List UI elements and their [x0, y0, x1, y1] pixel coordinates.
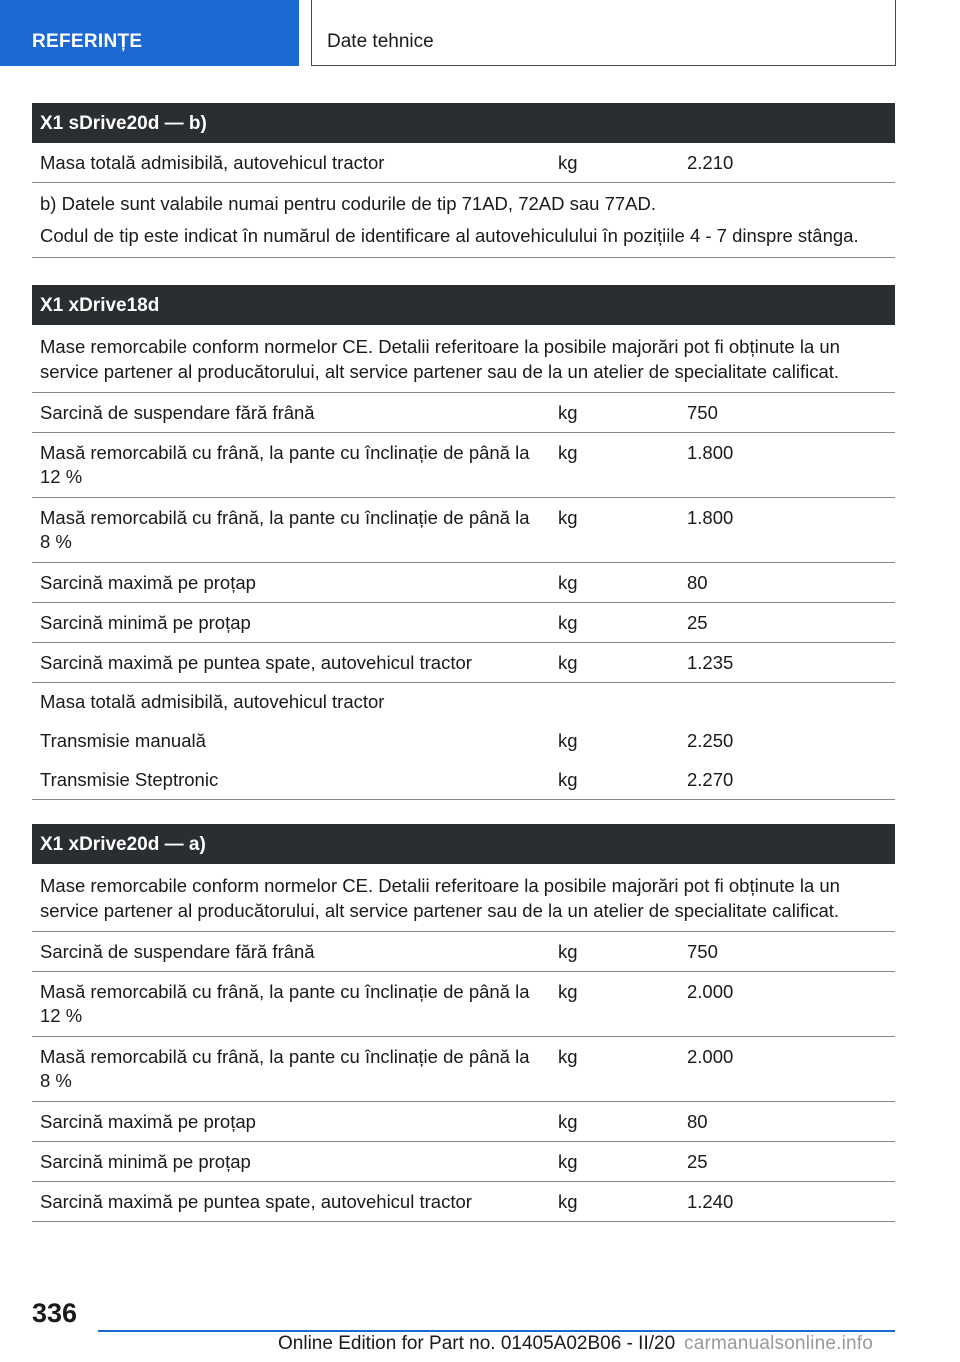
table-row [32, 1102, 895, 1142]
table-row [32, 932, 895, 972]
row-value: 2.270 [687, 769, 734, 790]
row-value: 1.235 [687, 652, 734, 673]
row-unit: kg [558, 402, 578, 423]
row-label: Sarcină de suspendare fără frână [40, 941, 315, 962]
row-label: Sarcină maximă pe proțap [40, 572, 256, 593]
table-row [32, 683, 895, 722]
table-row [32, 761, 895, 800]
row-value: 750 [687, 402, 718, 423]
table-row [32, 563, 895, 603]
table-row [32, 603, 895, 643]
row-label: Sarcină de suspendare fără frână [40, 402, 315, 423]
watermark: carmanualsonline.info [684, 1333, 874, 1354]
page-number: 336 [32, 1298, 78, 1328]
row-label: Sarcină minimă pe proțap [40, 612, 251, 633]
row-label: Transmisie manuală [40, 730, 206, 751]
row-unit: kg [558, 1151, 578, 1172]
spec-table-xdrive20d [32, 824, 895, 1222]
row-label: Sarcină maximă pe puntea spate, autovehicul tractor [40, 1191, 472, 1212]
table-row [32, 643, 895, 683]
row-value: 25 [687, 1151, 708, 1172]
footnote [32, 183, 895, 258]
row-unit: kg [558, 1111, 578, 1132]
table-intro: Mase remorcabile conform normelor CE. Detalii referitoare la posibile majorări pot fi obținute la un service partener al producătorului, alt service partener sau de la un atelier de specialitate calificat. [32, 864, 895, 932]
row-unit: kg [558, 572, 578, 593]
table-row [32, 143, 895, 183]
table-intro: Mase remorcabile conform normelor CE. Detalii referitoare la posibile majorări pot fi obținute la un service partener al producătorului, alt service partener sau de la un atelier de specialitate calificat. [32, 325, 895, 393]
table-heading: X1 sDrive20d — b) [32, 103, 895, 143]
footnote-line: b) Datele sunt valabile numai pentru codurile de tip 71AD, 72AD sau 77AD. [40, 193, 656, 214]
row-label: Sarcină maximă pe proțap [40, 1111, 256, 1132]
row-label: Sarcină minimă pe proțap [40, 1151, 251, 1172]
row-unit: kg [558, 1046, 578, 1067]
table-row [32, 1037, 895, 1102]
spec-table-xdrive18d [32, 285, 895, 800]
footnote-line: Codul de tip este indicat în numărul de identificare al autovehiculului în pozițiile 4 - 7 dinspre stânga. [40, 225, 859, 246]
table-row [32, 722, 895, 761]
table-row [32, 393, 895, 433]
footer-divider [98, 1330, 895, 1332]
row-label: Masa totală admisibilă, autovehicul tractor [40, 691, 385, 712]
row-unit: kg [558, 652, 578, 673]
section-tab: REFERINȚE [0, 0, 299, 66]
row-unit: kg [558, 612, 578, 633]
row-value: 750 [687, 941, 718, 962]
edition-info: Online Edition for Part no. 01405A02B06 - II/20 [278, 1333, 676, 1354]
row-label: Masă remorcabilă cu frână, la pante cu înclinație de până la 8 % [40, 1046, 530, 1091]
row-value: 2.250 [687, 730, 734, 751]
row-unit: kg [558, 981, 578, 1002]
row-unit: kg [558, 442, 578, 463]
row-value: 80 [687, 1111, 708, 1132]
table-row [32, 1142, 895, 1182]
row-label: Masa totală admisibilă, autovehicul tractor [40, 152, 385, 173]
row-label: Masă remorcabilă cu frână, la pante cu înclinație de până la 12 % [40, 442, 530, 487]
spec-table-sdrive20d [32, 103, 895, 258]
row-unit: kg [558, 507, 578, 528]
row-label: Transmisie Steptronic [40, 769, 219, 790]
table-row [32, 1182, 895, 1222]
row-value: 2.000 [687, 981, 734, 1002]
chapter-title: Date tehnice [311, 0, 896, 66]
row-value: 1.800 [687, 507, 734, 528]
row-label: Sarcină maximă pe puntea spate, autovehicul tractor [40, 652, 472, 673]
row-value: 2.210 [687, 152, 734, 173]
row-unit: kg [558, 769, 578, 790]
table-heading: X1 xDrive18d [32, 285, 895, 325]
row-unit: kg [558, 152, 578, 173]
table-heading: X1 xDrive20d — a) [32, 824, 895, 864]
row-label: Masă remorcabilă cu frână, la pante cu înclinație de până la 12 % [40, 981, 530, 1026]
row-value: 1.800 [687, 442, 734, 463]
table-row [32, 972, 895, 1037]
row-value: 1.240 [687, 1191, 734, 1212]
row-unit: kg [558, 941, 578, 962]
row-label: Masă remorcabilă cu frână, la pante cu înclinație de până la 8 % [40, 507, 530, 552]
table-row [32, 433, 895, 498]
row-value: 80 [687, 572, 708, 593]
row-unit: kg [558, 1191, 578, 1212]
table-row [32, 498, 895, 563]
row-value: 25 [687, 612, 708, 633]
row-unit: kg [558, 730, 578, 751]
row-value: 2.000 [687, 1046, 734, 1067]
